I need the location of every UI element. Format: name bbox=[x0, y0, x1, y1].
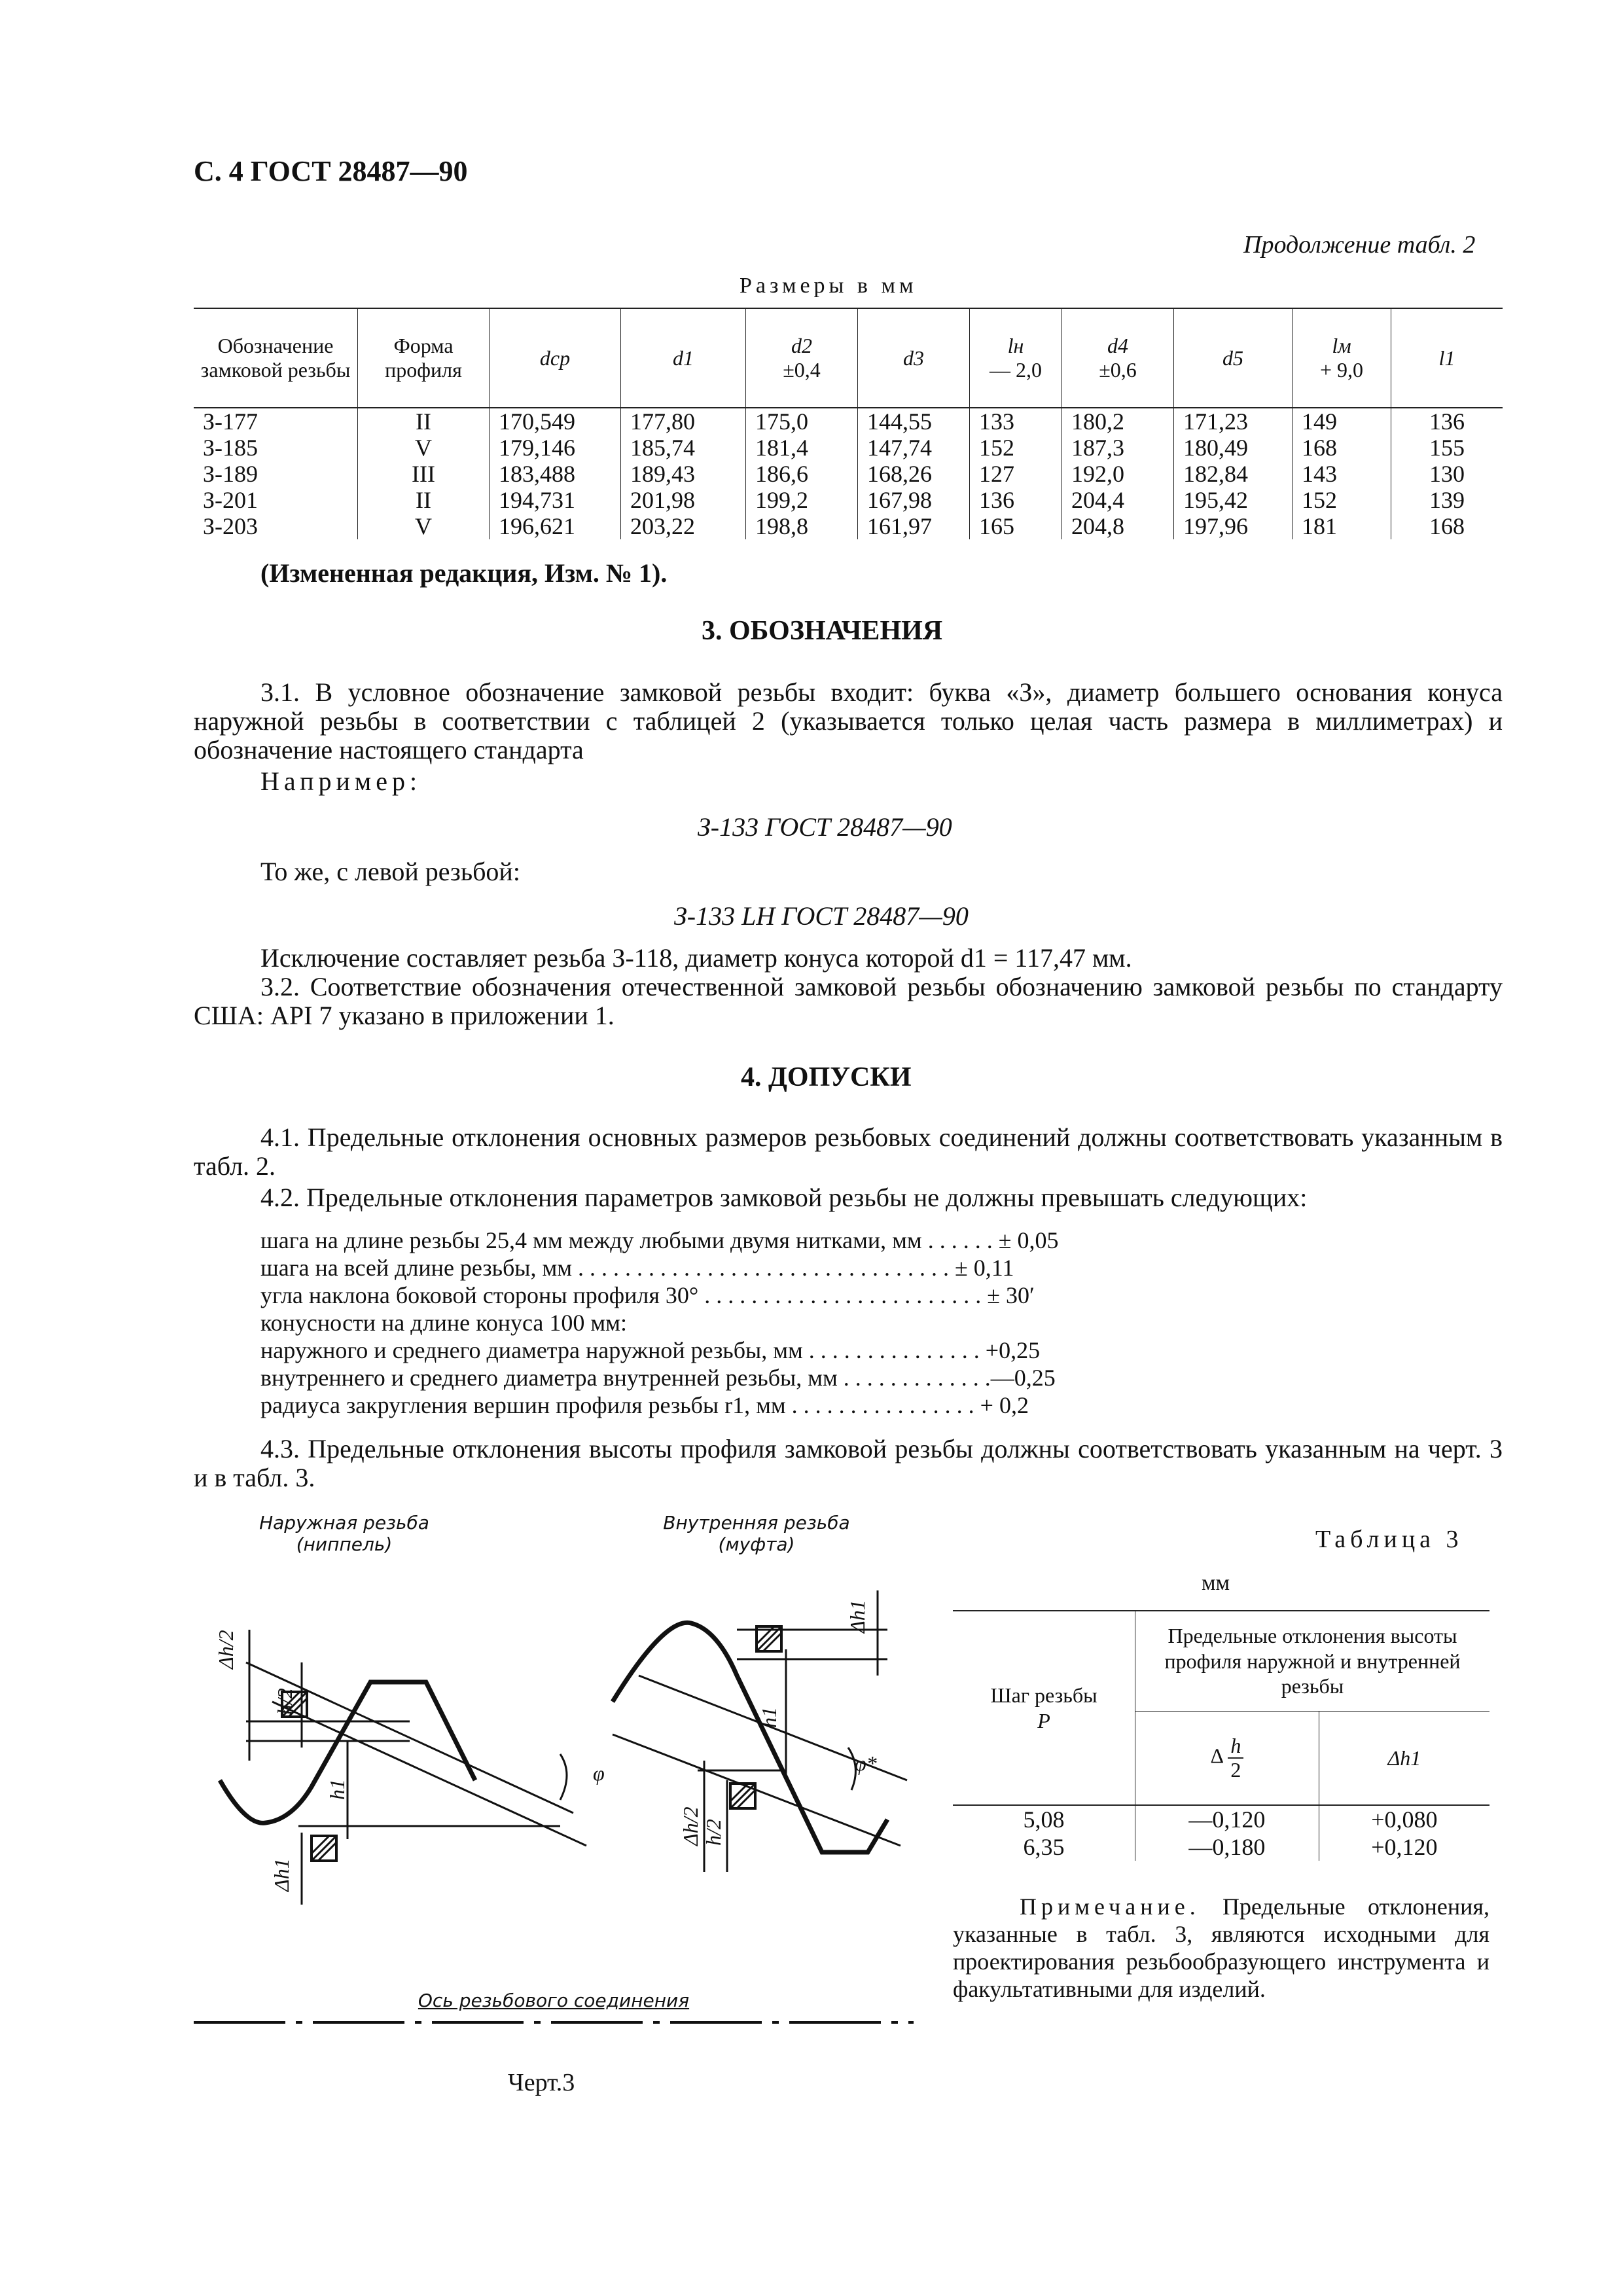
table-cell: 185,74 bbox=[621, 435, 746, 461]
table-cell: —0,120 bbox=[1135, 1805, 1319, 1833]
mark-h2-inner: h/2 bbox=[702, 1819, 725, 1846]
table-row bbox=[953, 1805, 1489, 1833]
table-cell: 183,488 bbox=[490, 461, 621, 487]
revision-note: (Измененная редакция, Изм. № 1). bbox=[260, 558, 668, 588]
mark-dh2-inner: Δh/2 bbox=[679, 1806, 702, 1846]
col-pitch: Шаг резьбы P bbox=[953, 1611, 1135, 1805]
table-cell: 152 bbox=[970, 435, 1062, 461]
table-cell: З-177 bbox=[203, 408, 259, 435]
table-2-body bbox=[194, 408, 1503, 539]
table-cell: 182,84 bbox=[1174, 461, 1293, 487]
table-cell: 171,23 bbox=[1174, 408, 1293, 435]
table-cell: 175,0 bbox=[746, 408, 858, 435]
table-cell: 127 bbox=[970, 461, 1062, 487]
section-4-title: 4. ДОПУСКИ bbox=[741, 1062, 912, 1092]
table-cell: 189,43 bbox=[621, 461, 746, 487]
mark-phi-star: φ* bbox=[855, 1751, 877, 1775]
table-cell: З-189 bbox=[203, 461, 259, 487]
list-item: угла наклона боковой стороны профиля 30° . . . . . . . . . . . . . . . . . . . . . . . . ± 30′ bbox=[260, 1282, 1035, 1308]
figure-caption: Черт.3 bbox=[508, 2069, 575, 2096]
col-d2: d2 ±0,4 bbox=[746, 308, 858, 408]
table-2 bbox=[194, 308, 1503, 539]
list-item: наружного и среднего диаметра наружной резьбы, мм . . . . . . . . . . . . . . . +0,25 bbox=[260, 1337, 1041, 1363]
table-cell: 179,146 bbox=[490, 435, 621, 461]
table-row bbox=[953, 1833, 1489, 1861]
table-cell: 6,35 bbox=[953, 1833, 1135, 1861]
table-cell: 170,549 bbox=[490, 408, 621, 435]
para-3-2: 3.2. Соответствие обозначения отечественной замковой резьбы обозначению замковой резьбы по стандарту США: API 7 указано в приложении 1. bbox=[194, 972, 1503, 1030]
table-cell: 161,97 bbox=[858, 513, 970, 539]
table-cell: 136 bbox=[1391, 408, 1503, 435]
col-deviation: Предельные отклонения высоты профиля наружной и внутренней резьбы bbox=[1135, 1611, 1490, 1712]
table-cell: З-201 bbox=[203, 487, 259, 513]
para-3-1: 3.1. В условное обозначение замковой резьбы входит: буква «З», диаметр большего основания конуса наружной резьбы в соответствии с таблицей 2 (указывается только целая часть размера в миллиметрах) и обозначение настоящего стандарта bbox=[194, 677, 1503, 764]
col-dsr: dср bbox=[490, 308, 621, 408]
list-item: радиуса закругления вершин профиля резьбы r1, мм . . . . . . . . . . . . . . . . + 0,2 bbox=[260, 1392, 1029, 1418]
example-designation-2: З-133 LH ГОСТ 28487—90 bbox=[674, 901, 969, 931]
table-row bbox=[194, 408, 1503, 435]
table-cell: 180,2 bbox=[1062, 408, 1174, 435]
table-row bbox=[194, 435, 1503, 461]
table-cell: 180,49 bbox=[1174, 435, 1293, 461]
para-4-2: 4.2. Предельные отклонения параметров замковой резьбы не должны превышать следующих: bbox=[260, 1183, 1308, 1212]
table-row bbox=[194, 487, 1503, 513]
tolerance-list bbox=[260, 1227, 1308, 1419]
table-cell: 192,0 bbox=[1062, 461, 1174, 487]
thread-profile-drawing bbox=[194, 1564, 914, 2049]
table-cell: 199,2 bbox=[746, 487, 858, 513]
list-item: конусности на длине конуса 100 мм: bbox=[260, 1310, 627, 1336]
table-cell: 168 bbox=[1293, 435, 1391, 461]
list-item: внутреннего и среднего диаметра внутренней резьбы, мм . . . . . . . . . . . . .—0,25 bbox=[260, 1365, 1056, 1391]
table-3-body bbox=[953, 1805, 1489, 1861]
col-designation: Обозначение замковой резьбы bbox=[194, 308, 358, 408]
col-d3: d3 bbox=[858, 308, 970, 408]
col-d5: d5 bbox=[1174, 308, 1293, 408]
section-3-title: 3. ОБОЗНАЧЕНИЯ bbox=[702, 616, 943, 646]
col-d4: d4 ±0,6 bbox=[1062, 308, 1174, 408]
table-cell: 133 bbox=[970, 408, 1062, 435]
table-cell: 130 bbox=[1391, 461, 1503, 487]
table-cell: 144,55 bbox=[858, 408, 970, 435]
table-cell: 196,621 bbox=[490, 513, 621, 539]
table-cell: +0,080 bbox=[1371, 1806, 1438, 1833]
table-cell: 195,42 bbox=[1174, 487, 1293, 513]
col-dh2: Δ $\frac{h}{2}$ bbox=[1135, 1712, 1319, 1806]
table-cell: 139 bbox=[1391, 487, 1503, 513]
example-label: Например: bbox=[260, 766, 422, 796]
table-dimensions-caption: Размеры в мм bbox=[740, 274, 918, 298]
table-cell: 181 bbox=[1293, 513, 1391, 539]
col-dh1: Δh1 bbox=[1319, 1712, 1489, 1806]
table-2-header-row bbox=[194, 308, 1503, 408]
axis-label: Ось резьбового соединения bbox=[418, 1990, 690, 2011]
list-item: шага на всей длине резьбы, мм . . . . . . . . . . . . . . . . . . . . . . . . . . . . . . . . ± 0,11 bbox=[260, 1255, 1014, 1281]
table-cell: III bbox=[358, 461, 490, 487]
col-ln: lн — 2,0 bbox=[970, 308, 1062, 408]
table-cell: З-203 bbox=[203, 513, 259, 539]
table-3-note: Примечание. Предельные отклонения, указанные в табл. 3, являются исходными для проектирования резьбообразующего инструмента и факультативными для изделий. bbox=[953, 1893, 1489, 2002]
table-cell: II bbox=[358, 408, 490, 435]
mark-h2-outer: h/2 bbox=[273, 1688, 296, 1715]
table-row bbox=[194, 461, 1503, 487]
mark-h1-inner: h1 bbox=[757, 1707, 781, 1728]
example-designation-1: З-133 ГОСТ 28487—90 bbox=[698, 812, 952, 842]
table-cell: 168 bbox=[1391, 513, 1503, 539]
table-cell: 149 bbox=[1293, 408, 1391, 435]
table-cell: 204,4 bbox=[1062, 487, 1174, 513]
para-4-1: 4.1. Предельные отклонения основных размеров резьбовых соединений должны соответствовать указанным в табл. 2. bbox=[194, 1122, 1503, 1181]
inner-thread-label: Внутренняя резьба (муфта) bbox=[663, 1512, 850, 1555]
table-cell: 167,98 bbox=[858, 487, 970, 513]
table-cell: 152 bbox=[1293, 487, 1391, 513]
table-3-title: Таблица 3 bbox=[1315, 1526, 1463, 1553]
table-cell: II bbox=[358, 487, 490, 513]
table-cell: 201,98 bbox=[621, 487, 746, 513]
col-d1: d1 bbox=[621, 308, 746, 408]
list-item: шага на длине резьбы 25,4 мм между любыми двумя нитками, мм . . . . . . ± 0,05 bbox=[260, 1227, 1059, 1253]
mark-h1-outer: h1 bbox=[325, 1779, 349, 1800]
table-continuation-label: Продолжение табл. 2 bbox=[1243, 231, 1476, 259]
mark-dh2-outer: Δh/2 bbox=[214, 1630, 238, 1669]
left-thread-label: То же, с левой резьбой: bbox=[260, 857, 520, 886]
table-cell: 147,74 bbox=[858, 435, 970, 461]
table-row bbox=[194, 513, 1503, 539]
table-cell: 143 bbox=[1293, 461, 1391, 487]
mark-dh1-outer: Δh1 bbox=[270, 1858, 293, 1892]
table-cell: 203,22 bbox=[621, 513, 746, 539]
exception-text: Исключение составляет резьба З-118, диаметр конуса которой d1 = 117,47 мм. bbox=[260, 943, 1132, 973]
table-cell: +0,120 bbox=[1371, 1834, 1438, 1860]
table-cell: 155 bbox=[1391, 435, 1503, 461]
table-cell: 136 bbox=[970, 487, 1062, 513]
table-3 bbox=[953, 1610, 1489, 1861]
table-cell: 197,96 bbox=[1174, 513, 1293, 539]
mark-dh1-inner: Δh1 bbox=[846, 1600, 869, 1633]
table-cell: V bbox=[358, 435, 490, 461]
mark-phi: φ bbox=[593, 1761, 605, 1785]
table-cell: 198,8 bbox=[746, 513, 858, 539]
col-l1: l1 bbox=[1391, 308, 1503, 408]
table-cell: 177,80 bbox=[621, 408, 746, 435]
outer-thread-label: Наружная резьба (ниппель) bbox=[259, 1512, 429, 1555]
table-cell: V bbox=[358, 513, 490, 539]
col-profile: Форма профиля bbox=[358, 308, 490, 408]
para-4-3: 4.3. Предельные отклонения высоты профиля замковой резьбы должны соответствовать указанным на черт. 3 и в табл. 3. bbox=[194, 1434, 1503, 1492]
col-lm: lм + 9,0 bbox=[1293, 308, 1391, 408]
table-cell: 168,26 bbox=[858, 461, 970, 487]
table-cell: 186,6 bbox=[746, 461, 858, 487]
table-cell: 187,3 bbox=[1062, 435, 1174, 461]
table-cell: 5,08 bbox=[953, 1805, 1135, 1833]
table-3-unit: мм bbox=[1202, 1571, 1230, 1595]
table-cell: 194,731 bbox=[490, 487, 621, 513]
table-cell: З-185 bbox=[203, 435, 259, 461]
figure-3 bbox=[194, 1512, 914, 2166]
table-cell: 204,8 bbox=[1062, 513, 1174, 539]
table-cell: 165 bbox=[970, 513, 1062, 539]
table-cell: —0,180 bbox=[1135, 1833, 1319, 1861]
table-cell: 181,4 bbox=[746, 435, 858, 461]
page-header: С. 4 ГОСТ 28487—90 bbox=[194, 155, 468, 187]
